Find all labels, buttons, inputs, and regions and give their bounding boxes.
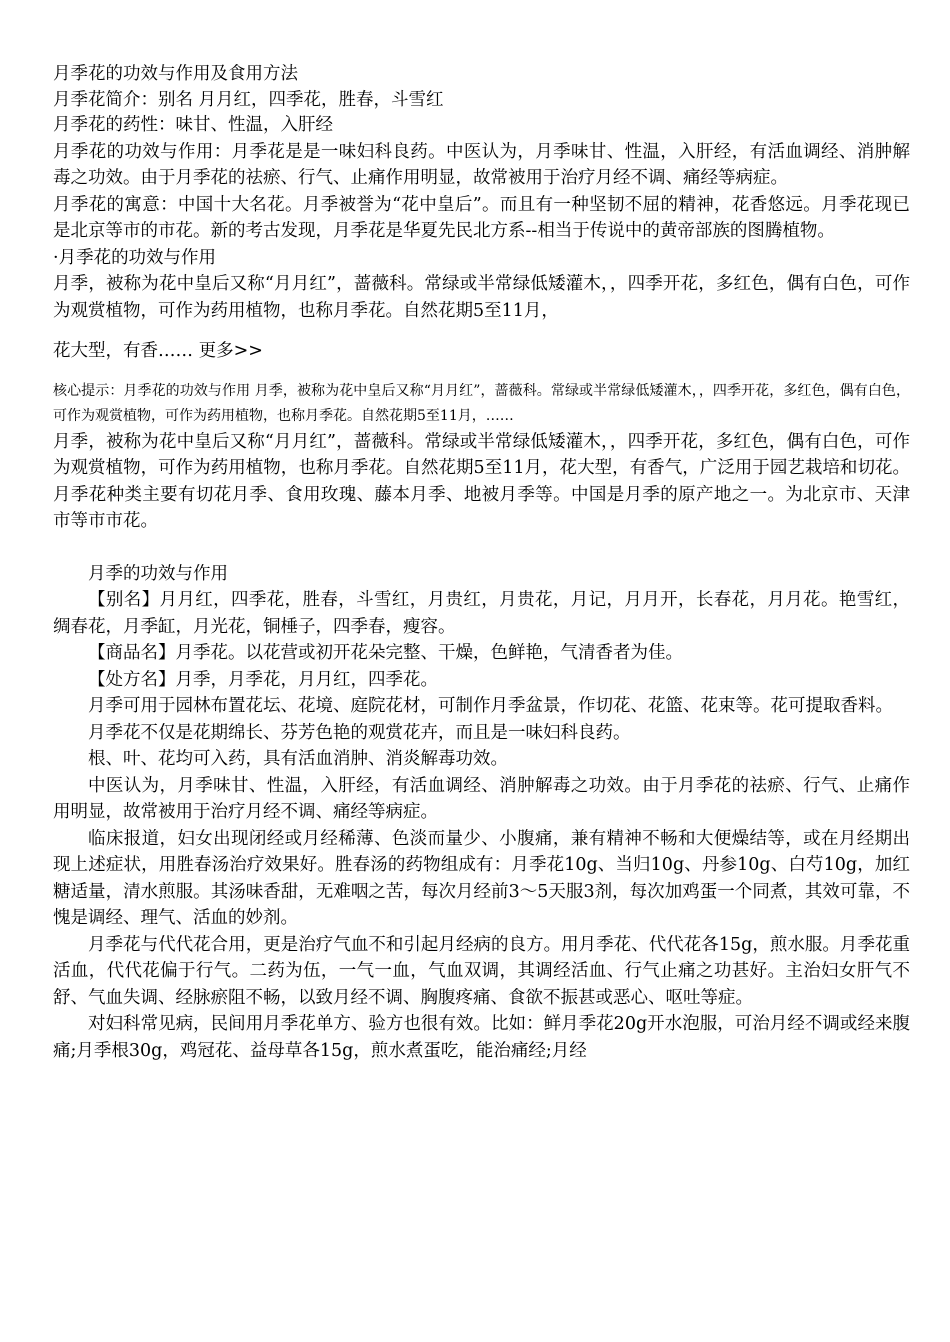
tcm-paragraph: 中医认为，月季味甘、性温，入肝经，有活血调经、消肿解毒之功效。由于月季花的祛瘀、行气、止痛作用明显，故常被用于治疗月经不调、痛经等病症。 — [53, 775, 910, 822]
document-page — [53, 62, 910, 1064]
garden-use-paragraph: 月季可用于园林布置花坛、花境、庭院花材，可制作月季盆景，作切花、花篮、花束等。花可提取香料。 — [88, 696, 893, 716]
folk-remedy-paragraph: 对妇科常见病，民间用月季花单方、验方也很有效。比如：鲜月季花20g开水泡服，可治月经不调或经来腹痛;月季根30g，鸡冠花、益母草各15g，煎水煮蛋吃，能治痛经;月经 — [53, 1014, 910, 1061]
document-title: 月季花的功效与作用及食用方法 — [53, 64, 298, 84]
aliases-paragraph: 【别名】月月红，四季花，胜春，斗雪红，月贵红，月贵花，月记，月月开，长春花，月月花。艳雪红，绸春花，月季缸，月光花，铜棰子，四季春，瘦容。 — [53, 590, 910, 637]
roots-leaves-paragraph: 根、叶、花均可入药，具有活血消肿、消炎解毒功效。 — [88, 749, 508, 769]
product-name-paragraph: 【商品名】月季花。以花营或初开花朵完整、干燥，色鲜艳，气清香者为佳。 — [88, 643, 683, 663]
intro-line: 月季花简介：别名 月月红，四季花，胜春，斗雪红 — [53, 89, 444, 110]
more-link[interactable]: 更多>> — [198, 341, 263, 361]
core-hint-paragraph: 核心提示：月季花的功效与作用 月季，被称为花中皇后又称“月月红”，蔷薇科。常绿或半常绿低矮灌木，，四季开花，多红色，偶有白色，可作为观赏植物，可作为药用植物，也称月季花。自然花期5至11月，…… — [53, 382, 910, 424]
effects-paragraph: 月季花的功效与作用：月季花是是一味妇科良药。中医认为，月季味甘、性温，入肝经，有活血调经、消肿解毒之功效。由于月季花的祛瘀、行气、止痛作用明显，故常被用于治疗月经不调、痛经等病症。 — [53, 141, 910, 188]
summary-tail-line — [53, 338, 910, 365]
blank-line — [53, 535, 910, 561]
prescription-name-paragraph: 【处方名】月季，月季花，月月红，四季花。 — [88, 669, 438, 690]
property-line: 月季花的药性：味甘、性温，入肝经 — [53, 115, 333, 135]
clinical-report-paragraph: 临床报道，妇女出现闭经或月经稀薄、色淡而量少、小腹痛，兼有精神不畅和大便燥结等，或在月经期出现上述症状，用胜春汤治疗效果好。胜春汤的药物组成有：月季花10g、当归10g、丹参10g、白芍10g，加红糖适量，清水煎服。其汤味香甜，无难咽之苦，每次月经前3～5天服3剂，每次加鸡蛋一个同煮，其效可靠，不愧是调经、理气、活血的妙剂。 — [53, 828, 910, 928]
medicine-paragraph: 月季花不仅是花期绵长、芬芳色艳的观赏花卉，而且是一味妇科良药。 — [88, 722, 631, 743]
summary-tail-text: 花大型，有香…… — [53, 341, 193, 361]
full-intro-paragraph: 月季，被称为花中皇后又称“月月红”，蔷薇科。常绿或半常绿低矮灌木，，四季开花，多红色，偶有白色，可作为观赏植物，可作为药用植物，也称月季花。自然花期5至11月，花大型，有香气，广泛用于园艺栽培和切花。月季花种类主要有切花月季、食用玫瑰、藤本月季、地被月季等。中国是月季的原产地之一。为北京市、天津市等市市花。 — [53, 431, 910, 531]
daidai-flower-paragraph: 月季花与代代花合用，更是治疗气血不和引起月经病的良方。用月季花、代代花各15g，煎水服。月季花重活血，代代花偏于行气。二药为伍，一气一血，气血双调，其调经活血、行气止痛之功甚好。主治妇女肝气不舒、气血失调、经脉瘀阻不畅，以致月经不调、胸腹疼痛、食欲不振甚或恶心、呕吐等症。 — [53, 934, 910, 1008]
section-bullet-heading: ·月季花的功效与作用 — [53, 247, 217, 268]
summary-paragraph: 月季，被称为花中皇后又称“月月红”，蔷薇科。常绿或半常绿低矮灌木，，四季开花，多红色，偶有白色，可作为观赏植物，可作为药用植物，也称月季花。自然花期5至11月， — [53, 274, 910, 321]
section-heading: 月季的功效与作用 — [88, 563, 228, 584]
meaning-paragraph: 月季花的寓意：中国十大名花。月季被誉为“花中皇后”。而且有一种坚韧不屈的精神，花香悠远。月季花现已是北京等市的市花。新的考古发现，月季花是华夏先民北方系--相当于传说中的黄帝部族的图腾植物。 — [53, 194, 910, 241]
